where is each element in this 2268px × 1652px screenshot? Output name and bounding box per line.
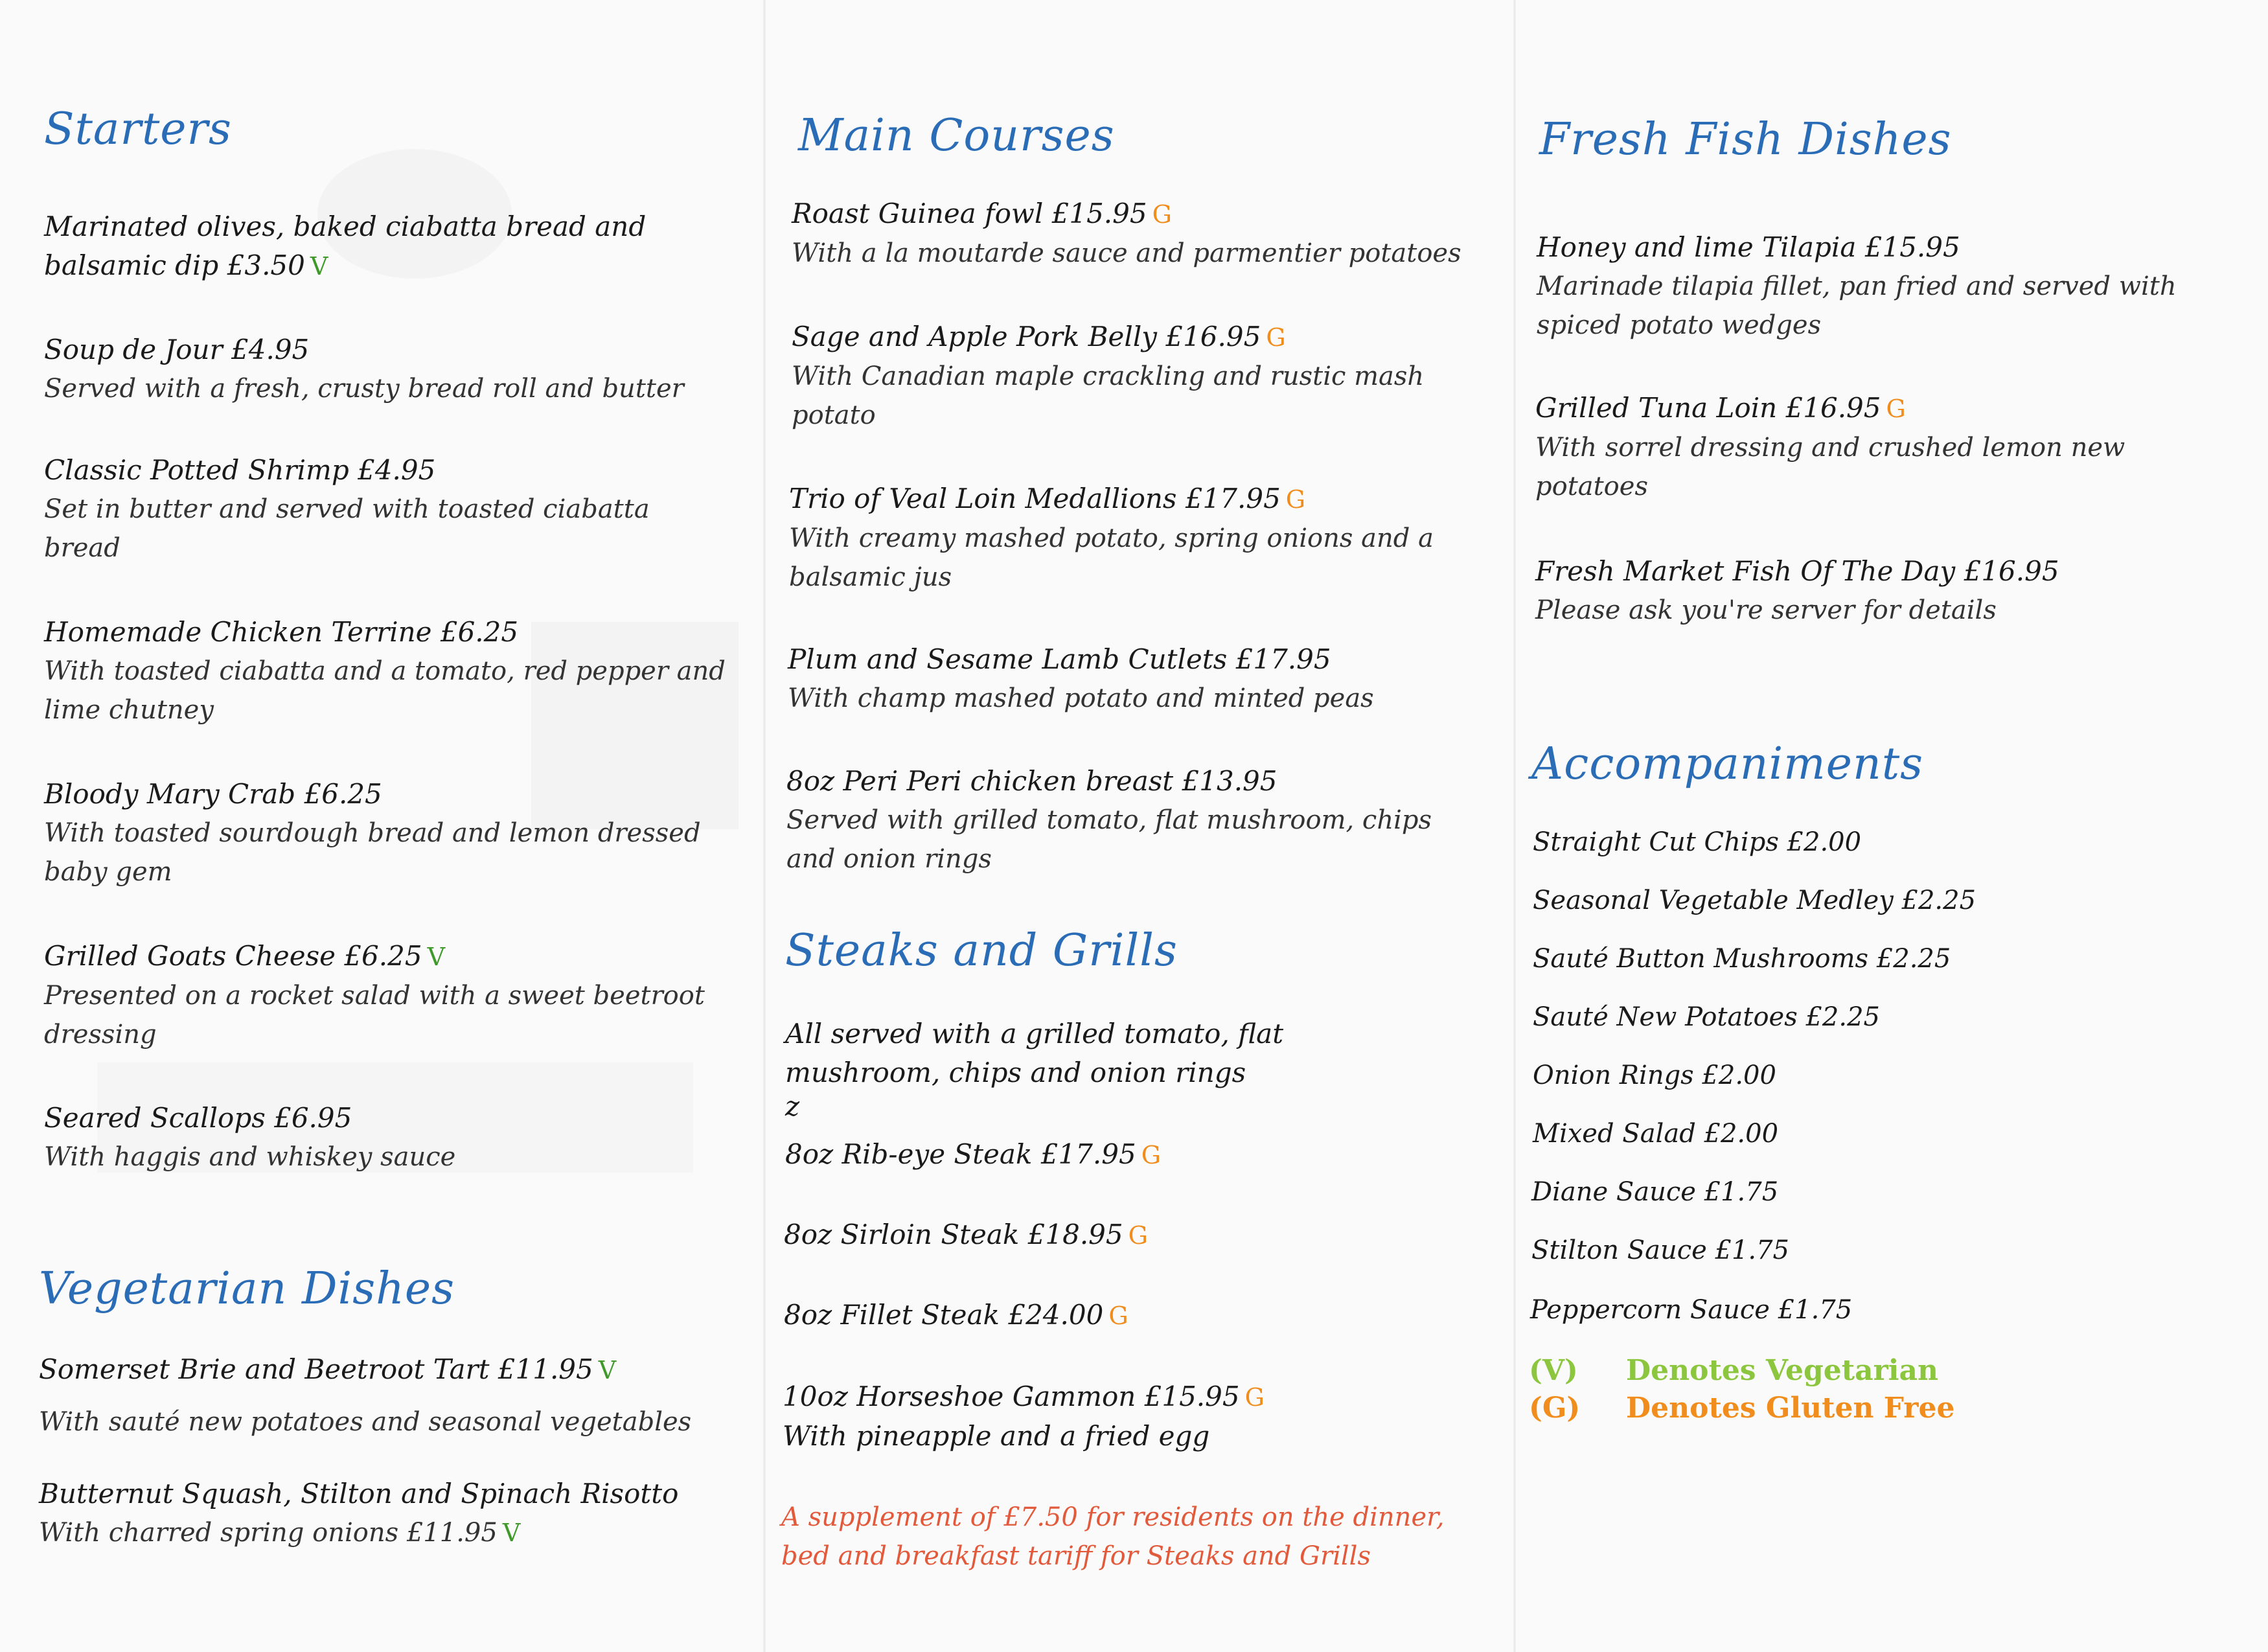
legend-vegetarian-key: (V): [1529, 1354, 1578, 1387]
item-title: Somerset Brie and Beetroot Tart £11.95: [39, 1353, 593, 1385]
item-title: 8oz Fillet Steak £24.00: [784, 1299, 1104, 1331]
menu-item: [784, 1215, 1471, 1255]
steaks-intro-text: All served with a grilled tomato, flat mushroom, chips and onion rings: [785, 1018, 1284, 1088]
menu-item: [44, 451, 731, 568]
accompaniment-item: Sauté New Potatoes £2.25: [1533, 1002, 1880, 1032]
menu-item: [1535, 552, 2222, 630]
legend-gluten-free-text: Denotes Gluten Free: [1626, 1392, 1955, 1425]
accompaniment-item: Onion Rings £2.00: [1533, 1061, 1776, 1090]
accompaniment-item: Diane Sauce £1.75: [1531, 1177, 1779, 1207]
item-description: Set in butter and served with toasted ciabatta bread: [44, 494, 650, 563]
panel-fold-left: [763, 0, 766, 1652]
item-title: Soup de Jour £4.95: [44, 334, 310, 365]
menu-item: [1535, 389, 2222, 506]
fish-heading: Fresh Fish Dishes: [1539, 114, 1952, 165]
item-description: With creamy mashed potato, spring onions and a balsamic jus: [789, 523, 1434, 592]
vegetarian-tag: V: [310, 252, 328, 281]
accompaniment-item: Straight Cut Chips £2.00: [1533, 827, 1862, 857]
accompaniments-heading: Accompaniments: [1531, 739, 1924, 790]
steaks-intro: [785, 1015, 1433, 1121]
item-description: With a la moutarde sauce and parmentier potatoes: [792, 238, 1461, 268]
item-description: Marinade tilapia fillet, pan fried and served with spiced potato wedges: [1537, 271, 2177, 340]
menu-item: [788, 640, 1474, 718]
vegetarian-tag: V: [598, 1356, 617, 1384]
item-description: With haggis and whiskey sauce: [44, 1142, 456, 1172]
gluten-free-tag: G: [1886, 395, 1906, 423]
item-title: Trio of Veal Loin Medallions £17.95: [789, 483, 1281, 514]
legend-vegetarian-text: Denotes Vegetarian: [1626, 1354, 1938, 1387]
accompaniment-item: Stilton Sauce £1.75: [1531, 1235, 1790, 1265]
item-title: Bloody Mary Crab £6.25: [44, 778, 382, 810]
gluten-free-tag: G: [1244, 1383, 1265, 1412]
menu-item: [783, 1377, 1469, 1456]
legend-gluten-free-key: (G): [1529, 1392, 1581, 1425]
item-title: Sage and Apple Pork Belly £16.95: [792, 321, 1261, 352]
menu-item: [792, 317, 1478, 435]
item-title: Classic Potted Shrimp £4.95: [44, 454, 436, 486]
item-description: Served with a fresh, crusty bread roll and butter: [44, 374, 684, 404]
menu-item: [786, 762, 1473, 878]
gluten-free-tag: G: [1128, 1221, 1148, 1250]
item-description: Presented on a rocket salad with a sweet beetroot dressing: [44, 981, 705, 1050]
menu-item: [44, 775, 731, 891]
menu-item: [792, 194, 1478, 273]
menu-item: [1537, 228, 2223, 345]
item-description: With toasted ciabatta and a tomato, red pepper and lime chutney: [44, 656, 726, 725]
starters-heading: Starters: [44, 104, 232, 155]
menu-item: [44, 207, 731, 286]
accompaniment-item: Seasonal Vegetable Medley £2.25: [1533, 886, 1976, 915]
panel-fold-right: [1513, 0, 1516, 1652]
vegetarian-tag: V: [427, 943, 446, 971]
gluten-free-tag: G: [1141, 1141, 1162, 1169]
steaks-intro-extra: z: [785, 1090, 800, 1122]
accompaniment-item: Peppercorn Sauce £1.75: [1530, 1295, 1853, 1325]
menu-item: [44, 330, 731, 408]
item-description: Served with grilled tomato, flat mushroom, chips and onion rings: [786, 805, 1432, 874]
item-title: Seared Scallops £6.95: [44, 1102, 352, 1134]
accompaniment-item: Sauté Button Mushrooms £2.25: [1533, 944, 1951, 974]
item-title: Marinated olives, baked ciabatta bread and balsamic dip £3.50: [44, 211, 647, 281]
item-title: Homemade Chicken Terrine £6.25: [44, 616, 519, 648]
steaks-heading: Steaks and Grills: [785, 925, 1178, 976]
item-title: Honey and lime Tilapia £15.95: [1537, 231, 1960, 263]
item-title: Roast Guinea fowl £15.95: [792, 198, 1147, 229]
item-title: Plum and Sesame Lamb Cutlets £17.95: [788, 643, 1331, 675]
menu-item: [44, 613, 731, 729]
menu-item: [44, 1099, 731, 1176]
item-description: With sauté new potatoes and seasonal vegetables: [39, 1407, 692, 1437]
menu-item: [39, 1474, 726, 1552]
gluten-free-tag: G: [1285, 485, 1306, 514]
gluten-free-tag: G: [1152, 200, 1172, 229]
menu-item: [784, 1296, 1471, 1335]
item-title: 8oz Peri Peri chicken breast £13.95: [786, 765, 1277, 797]
menu-item: [39, 1350, 726, 1441]
item-description: Please ask you're server for details: [1535, 595, 1997, 625]
accompaniment-item: Mixed Salad £2.00: [1533, 1119, 1779, 1149]
item-title: 8oz Sirloin Steak £18.95: [784, 1219, 1123, 1250]
item-description: With pineapple and a fried egg: [783, 1420, 1210, 1452]
item-title: 10oz Horseshoe Gammon £15.95: [783, 1381, 1240, 1412]
supplement-note: A supplement of £7.50 for residents on the dinner, bed and breakfast tariff for Steaks and Grills: [781, 1502, 1445, 1571]
menu-item: [789, 479, 1476, 597]
vegetarian-tag: V: [502, 1519, 521, 1547]
item-title: Butternut Squash, Stilton and Spinach Risotto: [39, 1478, 679, 1509]
vegetarian-heading: Vegetarian Dishes: [39, 1263, 455, 1314]
legend-gluten-free: [1529, 1392, 1954, 1425]
gluten-free-tag: G: [1266, 323, 1286, 352]
item-description: With toasted sourdough bread and lemon dressed baby gem: [44, 818, 701, 887]
item-title: 8oz Rib-eye Steak £17.95: [785, 1138, 1136, 1170]
item-title: Fresh Market Fish Of The Day £16.95: [1535, 555, 2059, 587]
item-description: With champ mashed potato and minted peas: [788, 683, 1374, 713]
item-description: With charred spring onions £11.95: [39, 1518, 498, 1548]
item-title: Grilled Tuna Loin £16.95: [1535, 392, 1881, 424]
item-description: With Canadian maple crackling and rustic mash potato: [792, 361, 1425, 430]
menu-item: [785, 1135, 1472, 1175]
main-courses-heading: Main Courses: [798, 110, 1115, 161]
item-description: With sorrel dressing and crushed lemon new potatoes: [1535, 433, 2125, 501]
item-title: Grilled Goats Cheese £6.25: [44, 940, 422, 972]
legend-vegetarian: [1529, 1354, 1938, 1387]
gluten-free-tag: G: [1108, 1302, 1128, 1330]
menu-item: [44, 937, 731, 1054]
